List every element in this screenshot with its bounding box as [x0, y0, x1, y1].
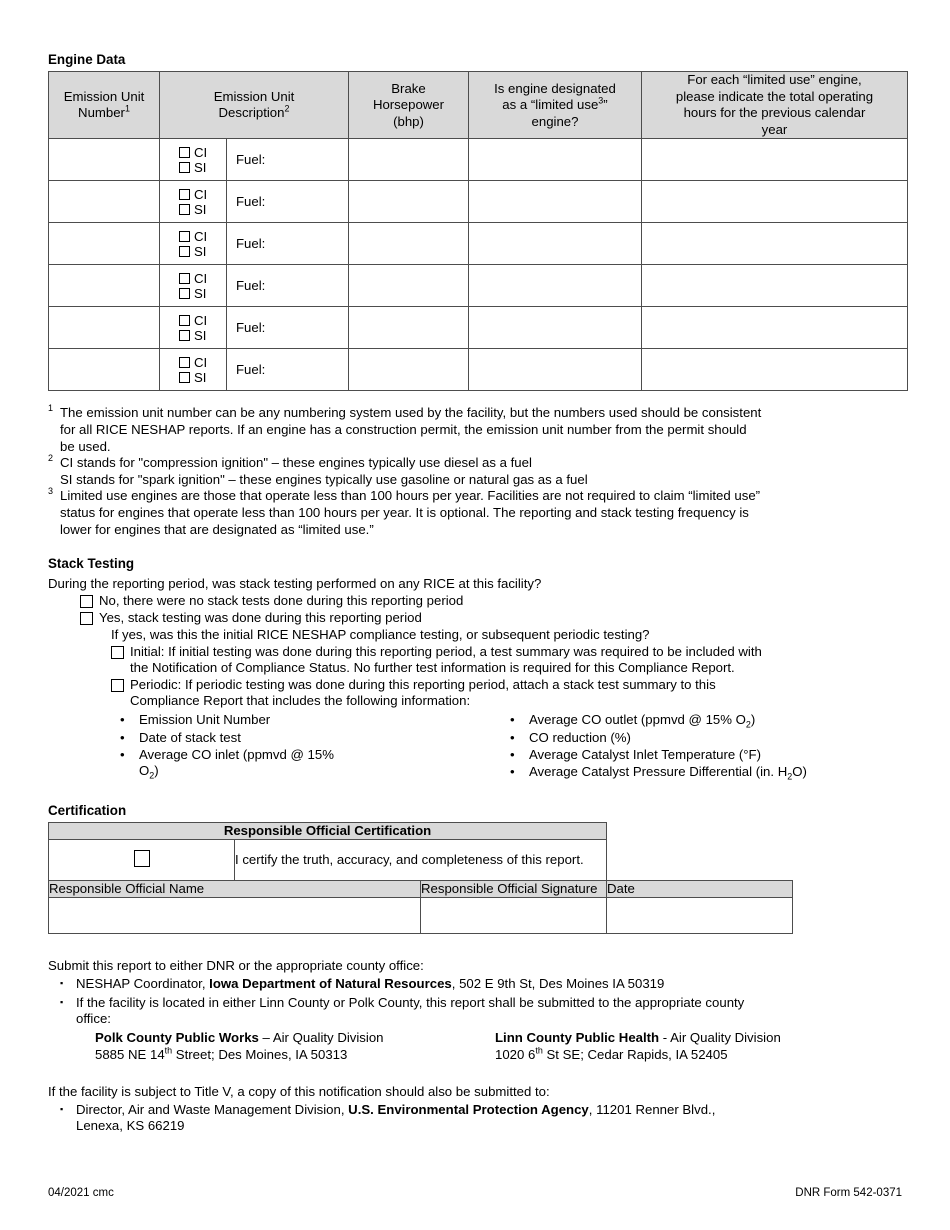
list-item — [501, 747, 891, 763]
cell-emission-unit-number[interactable] — [49, 349, 160, 391]
table-row — [49, 307, 908, 349]
ci-option[interactable] — [179, 230, 226, 243]
fuel-field[interactable] — [227, 265, 348, 306]
bullet-icon: • — [120, 746, 125, 762]
submission-item-dnr — [76, 976, 902, 992]
list-item — [48, 976, 902, 992]
address-part-end: Street; Des Moines, IA 50313 — [172, 1046, 348, 1062]
submission-item-epa — [76, 1102, 902, 1134]
cell-emission-unit-description — [160, 223, 349, 265]
footnote-1-line-3: be used. — [60, 438, 111, 454]
cell-limited-use[interactable] — [469, 223, 642, 265]
column-header-brake-horsepower — [349, 72, 469, 139]
column-header-date: Date — [607, 881, 793, 898]
cell-operating-hours[interactable] — [642, 265, 908, 307]
certification-table — [48, 822, 793, 934]
footnote-1 — [48, 405, 902, 455]
header-line: ” — [603, 97, 608, 113]
fuel-label: Fuel: — [236, 235, 266, 251]
cell-brake-horsepower[interactable] — [349, 139, 469, 181]
option-no-label: No, there were no stack tests done during this reporting period — [99, 592, 464, 608]
footnote-2-line-2: SI stands for "spark ignition" – these engines typically use gasoline or natural gas as a fuel — [60, 471, 588, 487]
cell-limited-use[interactable] — [469, 307, 642, 349]
ci-checkbox[interactable] — [179, 273, 190, 284]
office-polk-division: – Air Quality Division — [258, 1029, 384, 1045]
stack-testing-section — [48, 556, 902, 780]
option-initial-line-1: Initial: If initial testing was done during this reporting period, a test summary was required to be included with — [130, 644, 762, 660]
footer-revision: 04/2021 cmc — [48, 1187, 114, 1199]
fuel-field[interactable] — [227, 181, 348, 222]
si-option[interactable] — [179, 287, 226, 300]
column-header-emission-unit-number — [49, 72, 160, 139]
stack-test-info-lists — [111, 711, 902, 780]
certification-title-row — [49, 823, 793, 840]
cell-emission-unit-number[interactable] — [49, 223, 160, 265]
option-yes-stack-tests[interactable] — [80, 610, 902, 626]
ci-label: CI — [194, 270, 208, 286]
si-option[interactable] — [179, 371, 226, 384]
ci-checkbox[interactable] — [179, 147, 190, 158]
list-item-label: CO reduction (%) — [529, 729, 631, 745]
cell-brake-horsepower[interactable] — [349, 349, 469, 391]
list-item-label: Date of stack test — [139, 729, 241, 745]
cell-emission-unit-number[interactable] — [49, 181, 160, 223]
subscript: 2 — [149, 770, 155, 781]
table-row — [49, 181, 908, 223]
si-checkbox[interactable] — [179, 204, 190, 215]
si-option[interactable] — [179, 329, 226, 342]
form-page — [48, 52, 902, 1136]
certification-entry-row — [49, 898, 793, 934]
certification-heading: Certification — [48, 802, 127, 818]
bullet-icon: • — [510, 763, 515, 779]
county-line-1: If the facility is located in either Linn County or Polk County, this report shall be submitted to the appropriate county — [76, 994, 745, 1010]
ci-option[interactable] — [179, 356, 226, 369]
list-item — [111, 712, 501, 728]
header-line: please indicate the total operating — [675, 88, 874, 104]
ci-si-checkbox-group — [160, 223, 227, 264]
cell-brake-horsepower[interactable] — [349, 181, 469, 223]
si-label: SI — [194, 201, 207, 217]
footnote-3-line-1: Limited use engines are those that operate less than 100 hours per year. Facilities are not required to claim “limited use” — [60, 488, 761, 504]
table-row — [49, 139, 908, 181]
certification-checkbox-cell[interactable] — [49, 840, 235, 881]
footnote-3 — [48, 488, 902, 538]
county-offices — [95, 1030, 902, 1064]
certification-statement-row — [49, 840, 793, 881]
header-line: hours for the previous calendar — [683, 105, 866, 121]
address-part: 1020 6 — [495, 1046, 536, 1062]
header-line: Horsepower — [372, 97, 445, 113]
cell-brake-horsepower[interactable] — [349, 223, 469, 265]
fuel-label: Fuel: — [236, 151, 266, 167]
stack-test-info-right-column — [501, 711, 891, 780]
footer-form-number: DNR Form 542-0371 — [795, 1187, 902, 1199]
header-line: as a “limited use — [502, 97, 599, 113]
list-item-line-2: O — [139, 762, 150, 778]
si-label: SI — [194, 159, 207, 175]
header-line: Brake — [391, 80, 426, 96]
text-before: NESHAP Coordinator, — [76, 976, 210, 992]
cell-emission-unit-description — [160, 181, 349, 223]
si-label: SI — [194, 369, 207, 385]
fuel-label: Fuel: — [236, 193, 266, 209]
subscript: 2 — [787, 771, 793, 782]
cell-brake-horsepower[interactable] — [349, 307, 469, 349]
submission-intro: Submit this report to either DNR or the appropriate county office: — [48, 958, 424, 974]
ci-checkbox[interactable] — [179, 315, 190, 326]
column-header-emission-unit-description — [160, 72, 349, 139]
stack-test-info-left-column — [111, 711, 501, 780]
list-item — [501, 712, 891, 731]
si-checkbox[interactable] — [179, 246, 190, 257]
option-periodic-line-2: Compliance Report that includes the following information: — [130, 693, 471, 709]
option-periodic-text — [130, 677, 716, 709]
office-polk-title — [95, 1030, 495, 1047]
ci-si-checkbox-group — [160, 349, 227, 390]
list-item — [48, 995, 902, 1027]
engine-data-table — [48, 71, 908, 391]
no-stack-tests-checkbox[interactable] — [80, 595, 93, 608]
certification-table-title: Responsible Official Certification — [49, 823, 607, 840]
list-item — [48, 1102, 902, 1134]
stack-testing-sub-question: If yes, was this the initial RICE NESHAP compliance testing, or subsequent periodic testing? — [111, 626, 650, 642]
ci-label: CI — [194, 354, 208, 370]
option-initial-testing[interactable] — [111, 644, 902, 676]
cell-operating-hours[interactable] — [642, 307, 908, 349]
option-periodic-line-1: Periodic: If periodic testing was done during this reporting period, attach a stack test summary to this — [130, 677, 716, 693]
list-item-label: Average Catalyst Inlet Temperature (°F) — [529, 746, 762, 762]
ci-option[interactable] — [179, 272, 226, 285]
header-line: Is engine designated — [494, 80, 616, 96]
ci-si-checkbox-group — [160, 139, 227, 180]
list-item-text-end: O) — [792, 763, 807, 779]
header-line: Description — [218, 105, 285, 121]
engine-data-body — [49, 139, 908, 391]
ci-checkbox[interactable] — [179, 231, 190, 242]
list-item-label — [529, 764, 891, 780]
cell-emission-unit-number[interactable] — [49, 265, 160, 307]
si-option[interactable] — [179, 245, 226, 258]
ci-label: CI — [194, 186, 208, 202]
certification-checkbox[interactable] — [134, 850, 150, 867]
address-part: 5885 NE 14 — [95, 1046, 165, 1062]
office-polk-address — [95, 1047, 495, 1064]
option-initial-line-2: the Notification of Compliance Status. No further test information is required for this Compliance Report. — [130, 660, 735, 676]
square-bullet-icon: ▪ — [60, 978, 64, 989]
field-official-name[interactable] — [49, 898, 421, 934]
column-header-operating-hours — [642, 72, 908, 139]
cell-emission-unit-number[interactable] — [49, 139, 160, 181]
ci-option[interactable] — [179, 188, 226, 201]
cell-limited-use[interactable] — [469, 265, 642, 307]
field-official-signature[interactable] — [421, 898, 607, 934]
option-periodic-testing[interactable] — [111, 677, 902, 709]
fuel-field[interactable] — [227, 223, 348, 264]
fuel-label: Fuel: — [236, 277, 266, 293]
bullet-icon: • — [120, 729, 125, 745]
list-item — [501, 730, 891, 746]
list-item — [501, 764, 891, 780]
header-line: For each “limited use” engine, — [687, 72, 862, 88]
option-yes-label: Yes, stack testing was done during this reporting period — [99, 609, 422, 625]
ci-option[interactable] — [179, 314, 226, 327]
header-line: engine? — [531, 113, 579, 129]
field-date[interactable] — [607, 898, 793, 934]
column-header-limited-use-designation — [469, 72, 642, 139]
page-footer — [48, 1186, 902, 1200]
list-item — [111, 730, 501, 746]
agency-name-dnr: Iowa Department of Natural Resources — [209, 976, 452, 992]
ci-checkbox[interactable] — [179, 189, 190, 200]
ci-label: CI — [194, 228, 208, 244]
address-part-end: St SE; Cedar Rapids, IA 52405 — [542, 1046, 728, 1062]
office-linn-division: - Air Quality Division — [659, 1029, 781, 1045]
list-item-line-1: Average CO inlet (ppmvd @ 15% — [139, 746, 334, 762]
cell-operating-hours[interactable] — [642, 223, 908, 265]
list-item-label — [139, 747, 501, 779]
footnotes-block — [48, 405, 902, 538]
cell-emission-unit-number[interactable] — [49, 307, 160, 349]
stack-testing-question: During the reporting period, was stack testing performed on any RICE at this facility? — [48, 575, 542, 591]
si-checkbox[interactable] — [179, 162, 190, 173]
office-linn-county — [495, 1030, 895, 1064]
footnote-marker: 3 — [598, 95, 604, 106]
stack-testing-heading: Stack Testing — [48, 556, 135, 572]
si-option[interactable] — [179, 161, 226, 174]
cell-emission-unit-description — [160, 349, 349, 391]
footnote-1-line-2: for all RICE NESHAP reports. If an engine has a construction permit, the emission unit number from the permit should — [60, 421, 747, 437]
ci-label: CI — [194, 312, 208, 328]
cell-emission-unit-description — [160, 265, 349, 307]
cell-emission-unit-description — [160, 139, 349, 181]
option-no-stack-tests[interactable] — [80, 593, 902, 609]
ci-label: CI — [194, 144, 208, 160]
cell-operating-hours[interactable] — [642, 181, 908, 223]
column-header-official-name: Responsible Official Name — [49, 881, 421, 898]
si-checkbox[interactable] — [179, 288, 190, 299]
list-item-line-2-end: ) — [154, 762, 159, 778]
office-polk-name: Polk County Public Works — [95, 1029, 259, 1045]
table-row — [49, 349, 908, 391]
cell-emission-unit-description — [160, 307, 349, 349]
list-item-text-end: ) — [750, 712, 756, 728]
ci-si-checkbox-group — [160, 307, 227, 348]
certification-section — [48, 803, 902, 935]
si-checkbox[interactable] — [179, 372, 190, 383]
footnote-marker: 1 — [124, 103, 130, 114]
si-label: SI — [194, 243, 207, 259]
footnote-3-line-2: status for engines that operate less than 100 hours per year. It is optional. The reporting and stack testing frequency is — [60, 505, 749, 521]
cell-limited-use[interactable] — [469, 349, 642, 391]
header-line: Emission Unit — [63, 88, 145, 104]
bullet-icon: • — [510, 729, 515, 745]
agency-name-epa: U.S. Environmental Protection Agency — [348, 1101, 589, 1117]
si-option[interactable] — [179, 203, 226, 216]
epa-address-line-2: Lenexa, KS 66219 — [76, 1117, 185, 1133]
title-v-block — [48, 1084, 902, 1134]
footnote-3-marker: 3 — [48, 486, 54, 497]
header-line: (bhp) — [393, 113, 424, 129]
text-after: , 11201 Renner Blvd., — [588, 1101, 716, 1117]
cell-operating-hours[interactable] — [642, 139, 908, 181]
square-bullet-icon: ▪ — [60, 996, 64, 1007]
cell-limited-use[interactable] — [469, 181, 642, 223]
si-checkbox[interactable] — [179, 330, 190, 341]
footnote-3-line-3: lower for engines that are designated as “limited use.” — [60, 521, 374, 537]
list-item — [111, 747, 501, 779]
fuel-field[interactable] — [227, 139, 348, 180]
bullet-icon: • — [510, 746, 515, 762]
office-linn-title — [495, 1030, 895, 1047]
subscript: 2 — [745, 720, 751, 731]
submission-section — [48, 958, 902, 1133]
title-v-intro: If the facility is subject to Title V, a copy of this notification should also be submitted to: — [48, 1083, 550, 1099]
ordinal-suffix: th — [164, 1045, 173, 1056]
office-linn-address — [495, 1047, 895, 1064]
table-row — [49, 265, 908, 307]
footnote-marker: 2 — [284, 103, 290, 114]
county-line-2: office: — [76, 1010, 111, 1026]
office-linn-name: Linn County Public Health — [495, 1029, 660, 1045]
table-row — [49, 223, 908, 265]
cell-operating-hours[interactable] — [642, 349, 908, 391]
list-item-text: Average CO outlet (ppmvd @ 15% O — [529, 712, 746, 728]
certification-statement: I certify the truth, accuracy, and completeness of this report. — [235, 840, 607, 881]
submission-item-county — [76, 995, 902, 1027]
square-bullet-icon: ▪ — [60, 1103, 64, 1114]
fuel-field[interactable] — [227, 349, 348, 390]
si-label: SI — [194, 285, 207, 301]
cell-brake-horsepower[interactable] — [349, 265, 469, 307]
bullet-icon: • — [510, 712, 515, 728]
engine-data-header-row — [49, 72, 908, 139]
footnote-2-marker: 2 — [48, 453, 54, 464]
fuel-field[interactable] — [227, 307, 348, 348]
ordinal-suffix: th — [535, 1045, 543, 1056]
header-line: Number — [78, 105, 125, 121]
ci-si-checkbox-group — [160, 181, 227, 222]
option-initial-text — [130, 644, 762, 676]
footnote-1-line-1: The emission unit number can be any numbering system used by the facility, but the numbers used should be consistent — [60, 405, 762, 421]
column-header-official-signature: Responsible Official Signature — [421, 881, 607, 898]
text-after: , 502 E 9th St, Des Moines IA 50319 — [451, 976, 665, 992]
bullet-icon: • — [120, 712, 125, 728]
office-polk-county — [95, 1030, 495, 1064]
engine-data-heading: Engine Data — [48, 52, 126, 67]
ci-checkbox[interactable] — [179, 357, 190, 368]
footnote-1-marker: 1 — [48, 403, 54, 414]
si-label: SI — [194, 327, 207, 343]
yes-stack-tests-checkbox[interactable] — [80, 612, 93, 625]
cell-limited-use[interactable] — [469, 139, 642, 181]
header-line: year — [761, 121, 788, 137]
list-item-text: Average Catalyst Pressure Differential (in. H — [529, 763, 788, 779]
header-line: Emission Unit — [213, 88, 295, 104]
footnote-2 — [48, 455, 902, 488]
list-item-label — [529, 712, 891, 731]
footnote-2-line-1: CI stands for "compression ignition" – these engines typically use diesel as a fuel — [60, 455, 532, 471]
text-before: Director, Air and Waste Management Division, — [76, 1101, 349, 1117]
fuel-label: Fuel: — [236, 361, 266, 377]
initial-testing-checkbox[interactable] — [111, 646, 124, 659]
ci-si-checkbox-group — [160, 265, 227, 306]
periodic-testing-checkbox[interactable] — [111, 679, 124, 692]
ci-option[interactable] — [179, 146, 226, 159]
fuel-label: Fuel: — [236, 319, 266, 335]
list-item-label: Emission Unit Number — [139, 712, 271, 728]
certification-subheader-row — [49, 881, 793, 898]
